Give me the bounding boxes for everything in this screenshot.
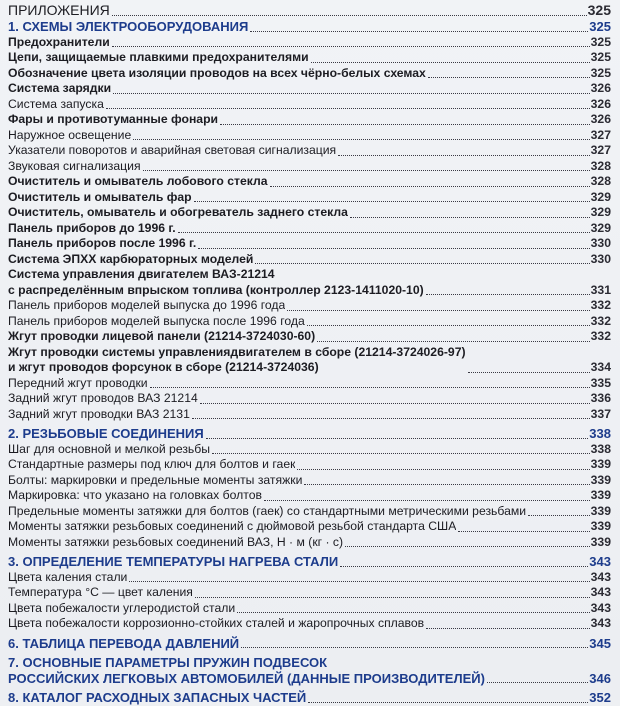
toc-entry-title-line: Панель приборов моделей выпуска после 1996 года [8,313,305,328]
toc-page-number: 339 [590,488,611,502]
toc-page-number: 329 [590,189,611,204]
toc-entry[interactable] [8,391,611,407]
toc-entry-title-line: Система запуска [8,96,104,111]
toc-page-number: 327 [590,127,611,142]
toc-entry-title [8,252,253,268]
toc-section-heading[interactable] [8,655,611,686]
dot-leader [150,387,590,388]
toc-entry-title [8,159,141,175]
toc-entry-title-line: Предельные моменты затяжки для болтов (гаек) со стандартными метрическими резьбами [8,503,527,518]
toc-page-number: 343 [590,600,611,615]
toc-entry[interactable] [8,407,611,423]
toc-entry[interactable] [8,504,611,520]
toc-page-number: 334 [590,360,611,374]
toc-entry[interactable] [8,174,611,190]
toc-entry-title [8,519,456,535]
toc-entry-title-line: Система зарядки [8,81,112,95]
toc-entry-title [8,205,348,221]
toc-page-number: 329 [590,220,611,235]
toc-entry-title-line: Фары и противотуманные фонари [8,112,219,126]
toc-entry-title [8,488,262,504]
toc-entry[interactable] [8,601,611,617]
toc-entry-title [8,457,295,473]
toc-entry[interactable] [8,252,611,268]
toc-page-number: 345 [589,635,611,651]
toc-entry-title [8,50,309,66]
dot-leader [212,453,590,454]
toc-entry-title-line: 2. РЕЗЬБОВЫЕ СОЕДИНЕНИЯ [8,426,204,441]
toc-page-number: 339 [590,472,611,487]
toc-entry-title-line: Цвета каления стали [8,569,128,584]
dot-leader [143,170,590,171]
toc-page-number: 325 [590,34,611,49]
toc-entry-title-line: Цепи, защищаемые плавкими предохранителями [8,50,309,64]
toc-entry-title-line: 7. ОСНОВНЫЕ ПАРАМЕТРЫ ПРУЖИН ПОДВЕСОК [8,655,328,670]
dot-leader [528,515,590,516]
toc-entry-title-line: РОССИЙСКИХ ЛЕГКОВЫХ АВТОМОБИЛЕЙ (ДАННЫЕ ПРОИЗВОДИТЕЛЕЙ) [8,670,485,686]
toc-entry-title-line: Задний жгут проводки ВАЗ 2131 [8,406,190,421]
toc-page-number: 326 [590,112,611,126]
toc-entry[interactable] [8,457,611,473]
dot-leader [338,155,590,156]
toc-page-number: 326 [590,81,611,95]
toc-entry[interactable] [8,314,611,330]
toc-page-number: 325 [589,19,611,34]
dot-leader [270,186,590,187]
dot-leader [426,294,590,295]
dot-leader [468,372,590,373]
toc-entry[interactable] [8,519,611,535]
toc-entry-title [8,221,176,237]
dot-leader [287,310,589,311]
toc-entry[interactable] [8,473,611,489]
toc-entry-title [8,345,466,376]
toc-entry-title-line: Система ЭПХХ карбюраторных моделей [8,251,254,266]
toc-entry-title [8,236,196,252]
toc-page-number: 327 [590,143,611,157]
toc-entry[interactable] [8,50,611,66]
toc-page-number: 332 [590,329,611,343]
dot-leader [317,341,590,342]
toc-entry-title [8,174,268,190]
table-of-contents [8,1,611,706]
toc-entry-title-line: Передний жгут проводки [8,375,148,390]
dot-leader [220,124,590,125]
toc-entry[interactable] [8,570,611,586]
toc-entry[interactable] [8,112,611,128]
toc-page-number: 346 [589,670,611,686]
toc-entry-title [8,585,193,601]
toc-page-number: 330 [590,251,611,266]
dot-leader [307,325,590,326]
dot-leader [304,484,589,485]
dot-leader [200,403,590,404]
dot-leader [426,628,590,629]
toc-entry-title [8,655,485,686]
toc-entry-title-line: Болты: маркировки и предельные моменты затяжки [8,472,303,487]
toc-entry-title-line: 8. КАТАЛОГ РАСХОДНЫХ ЗАПАСНЫХ ЧАСТЕЙ [8,690,307,705]
toc-page-number: 325 [590,50,611,64]
toc-page-number: 329 [590,205,611,219]
toc-entry-title [8,554,338,570]
toc-entry-title [8,298,285,314]
toc-section-heading[interactable] [8,554,611,570]
toc-entry[interactable] [8,66,611,82]
toc-entry-title-line: Цвета побежалости углеродистой стали [8,600,236,615]
dot-leader [237,612,590,613]
toc-entry-title-line: и жгут проводов форсунок в сборе (21214-3724036) [8,360,319,374]
toc-entry-title-line: Маркировка: что указано на головках болтов [8,488,262,502]
toc-page-number: 352 [589,690,611,705]
toc-entry-title-line: Очиститель, омыватель и обогреватель заднего стекла [8,205,348,219]
toc-page-number: 343 [590,569,611,584]
toc-entry-title [8,97,104,113]
toc-section-heading[interactable] [8,690,611,706]
toc-page-number: 343 [590,585,611,599]
toc-entry-title [8,376,148,392]
toc-entry[interactable] [8,221,611,237]
toc-page-number: 325 [587,2,611,18]
toc-section-heading[interactable] [8,426,611,442]
toc-entry-title-line: ПРИЛОЖЕНИЯ [8,2,110,18]
dot-leader [192,418,590,419]
toc-entry-title-line: Обозначение цвета изоляции проводов на всех чёрно-белых схемах [8,65,426,80]
dot-leader [350,217,590,218]
toc-page-number: 331 [590,282,611,297]
toc-page-number: 332 [590,313,611,328]
toc-page-number: 339 [590,457,611,471]
toc-entry-title [8,504,526,520]
dot-leader [106,108,590,109]
toc-entry-title-line: Указатели поворотов и аварийная световая сигнализация [8,143,337,157]
toc-entry-title-line: Панель приборов моделей выпуска до 1996 года [8,298,286,312]
toc-page-number: 328 [590,174,611,188]
toc-page-number: 343 [590,616,611,630]
toc-page-number: 336 [590,391,611,405]
toc-entry-title-line: Задний жгут проводов ВАЗ 21214 [8,391,198,405]
toc-section-heading[interactable] [8,636,611,652]
toc-page-number: 339 [590,534,611,549]
toc-entry[interactable] [8,97,611,113]
dot-leader [264,500,590,501]
toc-entry-title [8,407,190,423]
toc-entry-title-line: Предохранители [8,34,110,49]
dot-leader [311,62,590,63]
toc-entry-title-line: с распределённым впрыском топлива (контроллер 2123-1411020-10) [8,282,424,297]
toc-entry[interactable] [8,128,611,144]
toc-page-number: 343 [589,554,611,569]
toc-entry[interactable] [8,205,611,221]
toc-entry-title [8,426,204,442]
toc-page-number: 339 [590,519,611,533]
toc-entry-title [8,391,198,407]
dot-leader [194,201,590,202]
toc-entry[interactable] [8,298,611,314]
toc-entry[interactable] [8,442,611,458]
toc-page-number: 332 [590,298,611,312]
toc-page-number: 338 [589,426,611,441]
toc-entry-title [8,442,210,458]
toc-section-heading[interactable] [8,1,611,19]
toc-entry[interactable] [8,159,611,175]
toc-page-number: 326 [590,96,611,111]
toc-entry-title [8,601,235,617]
toc-page-number: 339 [590,503,611,518]
toc-entry-title [8,267,424,298]
toc-entry-title [8,570,127,586]
toc-entry-title [8,616,424,632]
toc-entry[interactable] [8,535,611,551]
toc-entry[interactable] [8,345,611,376]
toc-entry-title [8,143,336,159]
toc-entry-title-line: Жгут проводки системы управлениядвигателем в сборе (21214-3724026-97) [8,344,466,359]
dot-leader [297,469,589,470]
toc-entry[interactable] [8,190,611,206]
toc-entry-title [8,128,131,144]
toc-page-number: 328 [590,158,611,173]
dot-leader [255,263,589,264]
toc-entry-title [8,81,111,97]
dot-leader [112,15,587,16]
dot-leader [129,581,589,582]
toc-entry[interactable] [8,329,611,345]
toc-entry[interactable] [8,35,611,51]
dot-leader [308,702,588,703]
toc-entry-title [8,329,315,345]
toc-entry[interactable] [8,585,611,601]
toc-entry-title-line: Очиститель и омыватель фар [8,189,192,204]
toc-entry-title-line: 6. ТАБЛИЦА ПЕРЕВОДА ДАВЛЕНИЙ [8,635,240,651]
toc-entry[interactable] [8,267,611,298]
dot-leader [241,647,588,648]
dot-leader [178,232,590,233]
toc-entry-title-line: 1. СХЕМЫ ЭЛЕКТРООБОРУДОВАНИЯ [8,19,249,34]
toc-entry-title-line: Моменты затяжки резьбовых соединений ВАЗ, Н · м (кг · с) [8,534,344,549]
toc-entry[interactable] [8,616,611,632]
dot-leader [206,438,589,439]
toc-entry-title-line: 3. ОПРЕДЕЛЕНИЕ ТЕМПЕРАТУРЫ НАГРЕВА СТАЛИ [8,554,339,569]
dot-leader [113,93,590,94]
dot-leader [133,139,589,140]
toc-entry-title-line: Система управления двигателем ВАЗ-21214 [8,267,275,281]
toc-entry-title-line: Очиститель и омыватель лобового стекла [8,174,268,188]
toc-entry-title-line: Моменты затяжки резьбовых соединений с дюймовой резьбой стандарта США [8,519,457,533]
toc-entry-title-line: Жгут проводки лицевой панели (21214-3724030-60) [8,329,316,343]
toc-entry-title-line: Температура °С — цвет каления [8,585,193,599]
toc-page-number: 330 [590,236,611,250]
toc-entry[interactable] [8,236,611,252]
toc-entry-title-line: Панель приборов после 1996 г. [8,236,197,250]
toc-entry[interactable] [8,376,611,392]
toc-entry-title [8,112,218,128]
toc-entry[interactable] [8,143,611,159]
toc-section-heading[interactable] [8,19,611,35]
toc-entry-title [8,314,305,330]
toc-page-number: 338 [590,441,611,456]
dot-leader [198,248,589,249]
toc-entry-title [8,690,306,706]
toc-entry[interactable] [8,488,611,504]
toc-entry-title-line: Звуковая сигнализация [8,158,141,173]
toc-page-number: 337 [590,406,611,421]
toc-entry-title [8,190,192,206]
toc-entry-title [8,35,110,51]
toc-page-number: 335 [590,375,611,390]
toc-entry-title [8,1,110,19]
toc-entry-title-line: Цвета побежалости коррозионно-стойких сталей и жаропрочных сплавов [8,616,425,630]
toc-page-number: 325 [590,65,611,80]
dot-leader [340,566,588,567]
toc-entry-title [8,473,302,489]
dot-leader [112,46,590,47]
toc-entry-title [8,535,343,551]
toc-entry-title [8,66,426,82]
toc-entry-title [8,19,248,35]
dot-leader [487,682,588,683]
dot-leader [250,31,588,32]
toc-entry-title-line: Панель приборов до 1996 г. [8,220,176,235]
dot-leader [195,597,590,598]
dot-leader [458,531,589,532]
toc-entry-title [8,636,239,652]
dot-leader [428,77,590,78]
toc-entry-title-line: Шаг для основной и мелкой резьбы [8,441,211,456]
toc-entry-title-line: Наружное освещение [8,127,132,142]
toc-entry-title-line: Стандартные размеры под ключ для болтов и гаек [8,457,296,471]
dot-leader [345,546,590,547]
toc-entry[interactable] [8,81,611,97]
